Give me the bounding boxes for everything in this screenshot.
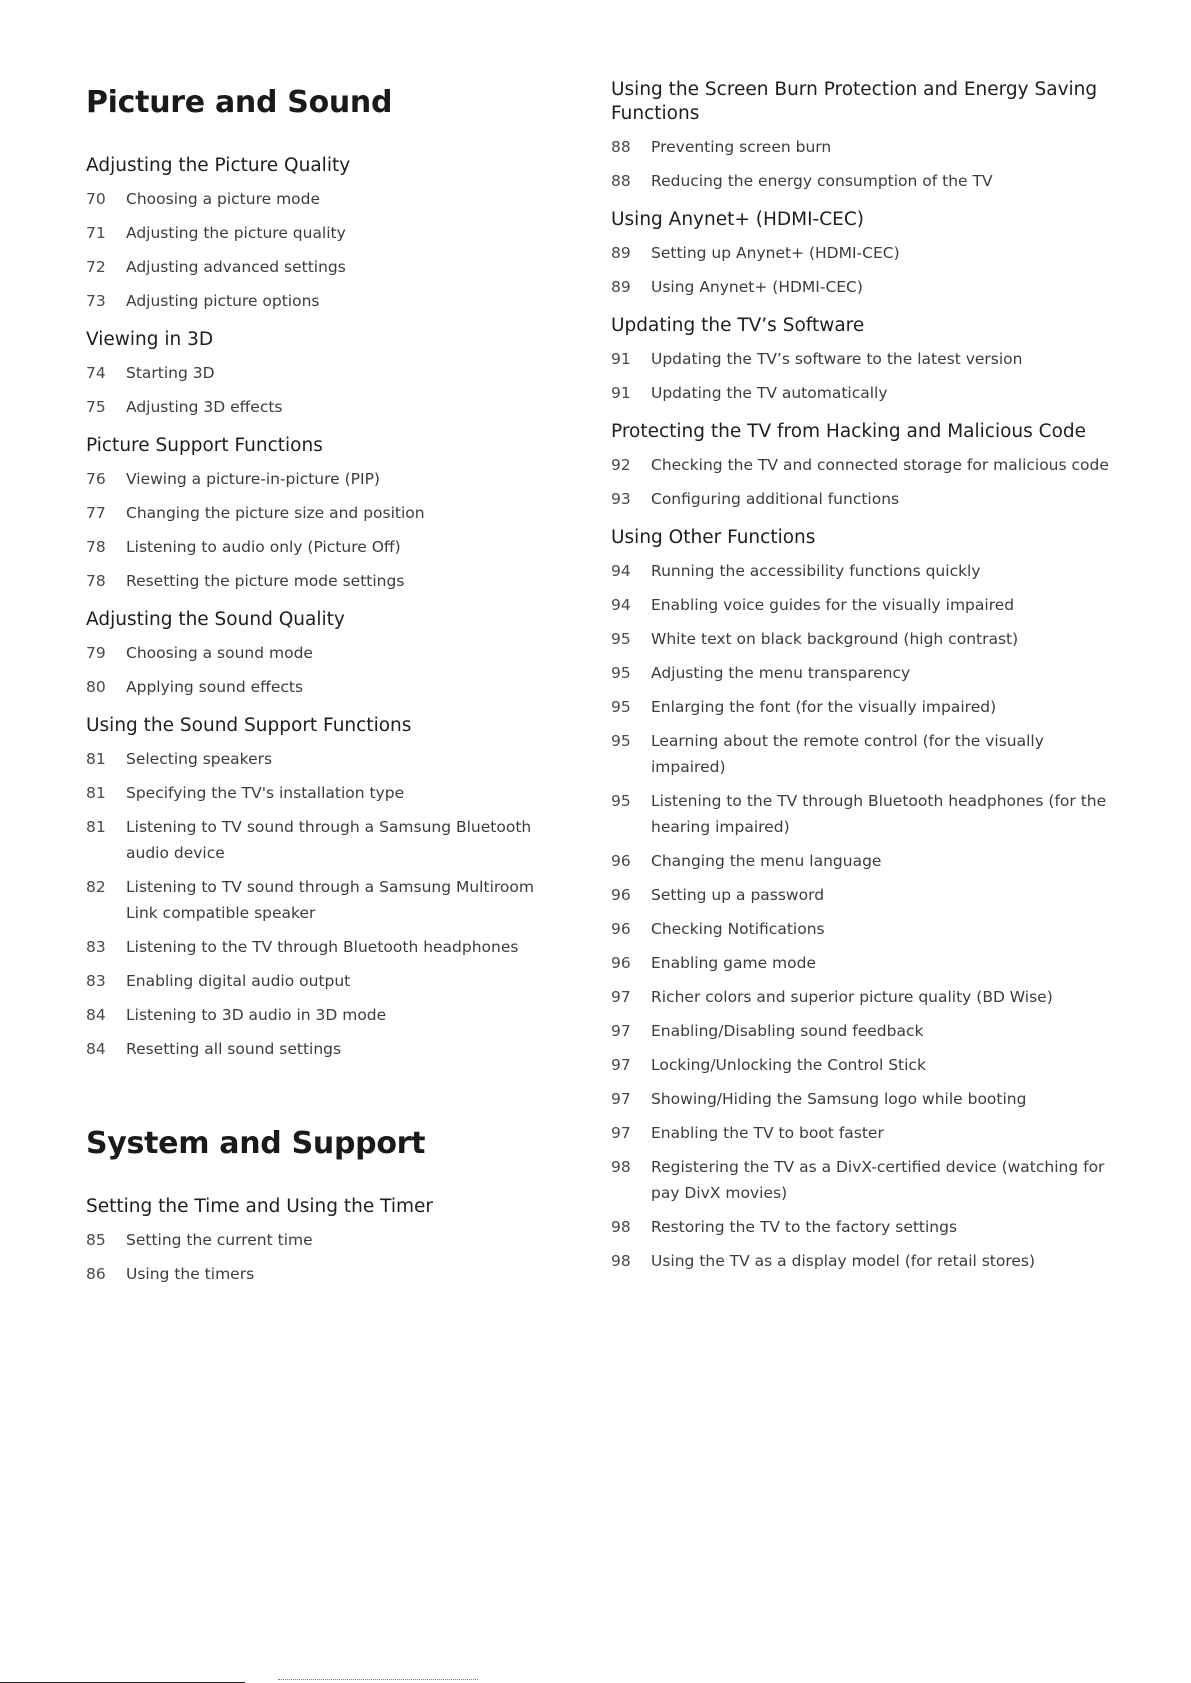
entry-text: Listening to TV sound through a Samsung Multiroom Link compatible speaker — [126, 878, 534, 922]
page-number: 70 — [86, 190, 106, 208]
toc-entry[interactable] — [611, 660, 1111, 686]
entry-text: Restoring the TV to the factory settings — [651, 1218, 958, 1236]
toc-entry[interactable] — [611, 486, 1111, 512]
toc-section-protecting-the-tv-from-hacking-and-malicious-code — [611, 420, 1111, 512]
entry-text: Showing/Hiding the Samsung logo while booting — [651, 1090, 1027, 1108]
entry-text: Enabling digital audio output — [126, 972, 351, 990]
toc-entry[interactable] — [86, 534, 566, 560]
toc-entry[interactable] — [611, 882, 1111, 908]
page-number: 86 — [86, 1265, 106, 1283]
page-number: 91 — [611, 350, 631, 368]
page-number: 88 — [611, 172, 631, 190]
entry-text: Resetting the picture mode settings — [126, 572, 405, 590]
toc-entry[interactable] — [611, 788, 1111, 840]
toc-entry[interactable] — [86, 780, 566, 806]
page-number: 95 — [611, 792, 631, 810]
toc-entry[interactable] — [86, 1036, 566, 1062]
page-number: 75 — [86, 398, 106, 416]
entry-text: Updating the TV’s software to the latest version — [651, 350, 1023, 368]
toc-entry[interactable] — [611, 380, 1111, 406]
page-number: 96 — [611, 852, 631, 870]
toc-entry[interactable] — [86, 500, 566, 526]
page-number: 97 — [611, 1056, 631, 1074]
page-number: 89 — [611, 278, 631, 296]
toc-entry[interactable] — [611, 1154, 1111, 1206]
toc-section-adjusting-the-picture-quality — [86, 154, 566, 314]
toc-section-using-other-functions — [611, 526, 1111, 1274]
page-number: 95 — [611, 732, 631, 750]
entry-text: Listening to 3D audio in 3D mode — [126, 1006, 387, 1024]
section-title: Setting the Time and Using the Timer — [86, 1196, 433, 1217]
section-title: Protecting the TV from Hacking and Malicious Code — [611, 421, 1087, 442]
page-number: 98 — [611, 1218, 631, 1236]
section-title: Using Anynet+ (HDMI-CEC) — [611, 209, 864, 230]
toc-entry[interactable] — [86, 674, 566, 700]
entry-text: Changing the picture size and position — [126, 504, 425, 522]
footer-scan-artifact — [278, 1679, 478, 1682]
toc-entry[interactable] — [86, 466, 566, 492]
toc-entry[interactable] — [611, 1214, 1111, 1240]
entry-text: Reducing the energy consumption of the TV — [651, 172, 993, 190]
entry-text: Adjusting the menu transparency — [651, 664, 911, 682]
toc-entry[interactable] — [611, 452, 1111, 478]
toc-entry[interactable] — [611, 728, 1111, 780]
page-number: 81 — [86, 818, 106, 836]
toc-entry[interactable] — [611, 1018, 1111, 1044]
page-number: 82 — [86, 878, 106, 896]
page-number: 95 — [611, 630, 631, 648]
toc-section-using-the-screen-burn-protection-and-energy-saving-functions — [611, 78, 1111, 194]
toc-entry[interactable] — [86, 288, 566, 314]
entry-text: Listening to audio only (Picture Off) — [126, 538, 401, 556]
toc-entry[interactable] — [611, 916, 1111, 942]
entry-text: Preventing screen burn — [651, 138, 832, 156]
toc-entry[interactable] — [86, 568, 566, 594]
entry-text: Setting the current time — [126, 1231, 313, 1249]
toc-entry[interactable] — [86, 968, 566, 994]
toc-section-updating-the-tv-s-software — [611, 314, 1111, 406]
page-number: 97 — [611, 988, 631, 1006]
page-number: 85 — [86, 1231, 106, 1249]
entry-text: Enabling the TV to boot faster — [651, 1124, 884, 1142]
toc-entry[interactable] — [86, 814, 566, 866]
toc-entry[interactable] — [86, 1002, 566, 1028]
page-number: 93 — [611, 490, 631, 508]
toc-right-column — [611, 0, 1111, 1282]
page-number: 95 — [611, 698, 631, 716]
entry-text: Listening to the TV through Bluetooth headphones (for the hearing impaired) — [651, 792, 1107, 836]
toc-entry[interactable] — [86, 746, 566, 772]
entry-text: Checking Notifications — [651, 920, 825, 938]
page-number: 96 — [611, 920, 631, 938]
toc-section-viewing-in-3d — [86, 328, 566, 420]
entry-text: Configuring additional functions — [651, 490, 900, 508]
toc-entry[interactable] — [611, 694, 1111, 720]
entry-text: Enlarging the font (for the visually impaired) — [651, 698, 997, 716]
toc-entry[interactable] — [86, 394, 566, 420]
toc-entry[interactable] — [86, 254, 566, 280]
entry-text: Registering the TV as a DivX-certified device (watching for pay DivX movies) — [651, 1158, 1105, 1202]
entry-text: Setting up Anynet+ (HDMI-CEC) — [651, 244, 900, 262]
entry-text: Running the accessibility functions quickly — [651, 562, 981, 580]
page-number: 94 — [611, 562, 631, 580]
toc-entry[interactable] — [611, 1052, 1111, 1078]
toc-entry[interactable] — [611, 592, 1111, 618]
entry-text: White text on black background (high contrast) — [651, 630, 1019, 648]
entry-text: Choosing a sound mode — [126, 644, 313, 662]
toc-entry[interactable] — [86, 186, 566, 212]
page-number: 73 — [86, 292, 106, 310]
chapter-spacer — [86, 1070, 566, 1119]
toc-entry[interactable] — [611, 984, 1111, 1010]
toc-entry[interactable] — [611, 134, 1111, 160]
section-title: Using the Sound Support Functions — [86, 715, 412, 736]
toc-entry[interactable] — [86, 874, 566, 926]
page-number: 97 — [611, 1022, 631, 1040]
toc-entry[interactable] — [611, 1086, 1111, 1112]
page-number: 79 — [86, 644, 106, 662]
toc-entry[interactable] — [611, 1248, 1111, 1274]
toc-section-picture-support-functions — [86, 434, 566, 594]
page-number: 74 — [86, 364, 106, 382]
chapter-title: System and Support — [86, 1126, 426, 1161]
entry-text: Resetting all sound settings — [126, 1040, 342, 1058]
entry-text: Specifying the TV's installation type — [126, 784, 405, 802]
toc-entry[interactable] — [611, 274, 1111, 300]
toc-entry[interactable] — [611, 1120, 1111, 1146]
page-number: 88 — [611, 138, 631, 156]
entry-text: Using the TV as a display model (for retail stores) — [651, 1252, 1036, 1270]
section-title: Using Other Functions — [611, 527, 816, 548]
entry-text: Listening to TV sound through a Samsung Bluetooth audio device — [126, 818, 532, 862]
entry-text: Adjusting 3D effects — [126, 398, 283, 416]
entry-text: Starting 3D — [126, 364, 215, 382]
page-number: 83 — [86, 938, 106, 956]
entry-text: Updating the TV automatically — [651, 384, 888, 402]
entry-text: Selecting speakers — [126, 750, 273, 768]
entry-text: Enabling game mode — [651, 954, 817, 972]
page-number: 96 — [611, 886, 631, 904]
toc-entry[interactable] — [611, 848, 1111, 874]
chapter-title: Picture and Sound — [86, 85, 393, 120]
entry-text: Listening to the TV through Bluetooth headphones — [126, 938, 519, 956]
section-title: Adjusting the Sound Quality — [86, 609, 345, 630]
page-number: 97 — [611, 1090, 631, 1108]
toc-section-using-the-sound-support-functions — [86, 714, 566, 1062]
toc-entry[interactable] — [86, 1227, 566, 1253]
page-number: 98 — [611, 1252, 631, 1270]
section-title: Viewing in 3D — [86, 329, 214, 350]
toc-entry[interactable] — [86, 934, 566, 960]
entry-text: Locking/Unlocking the Control Stick — [651, 1056, 926, 1074]
page-number: 80 — [86, 678, 106, 696]
toc-entry[interactable] — [86, 360, 566, 386]
page-number: 89 — [611, 244, 631, 262]
page-number: 77 — [86, 504, 106, 522]
section-title: Picture Support Functions — [86, 435, 323, 456]
page-number: 71 — [86, 224, 106, 242]
page-number: 78 — [86, 572, 106, 590]
entry-text: Enabling/Disabling sound feedback — [651, 1022, 924, 1040]
page-number: 94 — [611, 596, 631, 614]
toc-entry[interactable] — [611, 240, 1111, 266]
toc-entry[interactable] — [611, 626, 1111, 652]
toc-left-column — [86, 0, 566, 1295]
toc-entry[interactable] — [611, 950, 1111, 976]
page-number: 84 — [86, 1006, 106, 1024]
page-number: 81 — [86, 784, 106, 802]
section-title: Using the Screen Burn Protection and Energy Saving Functions — [611, 79, 1098, 124]
entry-text: Choosing a picture mode — [126, 190, 321, 208]
entry-text: Adjusting the picture quality — [126, 224, 346, 242]
toc-section-setting-the-time-and-using-the-timer — [86, 1195, 566, 1287]
entry-text: Using the timers — [126, 1265, 255, 1283]
page-number: 84 — [86, 1040, 106, 1058]
entry-text: Richer colors and superior picture quality (BD Wise) — [651, 988, 1053, 1006]
page-number: 76 — [86, 470, 106, 488]
entry-text: Learning about the remote control (for the visually impaired) — [651, 732, 1044, 776]
entry-text: Applying sound effects — [126, 678, 304, 696]
toc-entry[interactable] — [611, 346, 1111, 372]
page-number: 98 — [611, 1158, 631, 1176]
entry-text: Changing the menu language — [651, 852, 882, 870]
toc-section-adjusting-the-sound-quality — [86, 608, 566, 700]
entry-text: Using Anynet+ (HDMI-CEC) — [651, 278, 863, 296]
toc-entry[interactable] — [611, 168, 1111, 194]
toc-entry[interactable] — [86, 1261, 566, 1287]
toc-section-using-anynet-hdmi-cec — [611, 208, 1111, 300]
page-number: 96 — [611, 954, 631, 972]
page-number: 81 — [86, 750, 106, 768]
page-number: 91 — [611, 384, 631, 402]
toc-entry[interactable] — [86, 640, 566, 666]
section-title: Updating the TV’s Software — [611, 315, 865, 336]
toc-entry[interactable] — [86, 220, 566, 246]
toc-entry[interactable] — [611, 558, 1111, 584]
section-title: Adjusting the Picture Quality — [86, 155, 351, 176]
page-number: 97 — [611, 1124, 631, 1142]
page-number: 78 — [86, 538, 106, 556]
entry-text: Enabling voice guides for the visually impaired — [651, 596, 1015, 614]
entry-text: Adjusting picture options — [126, 292, 320, 310]
entry-text: Checking the TV and connected storage for malicious code — [651, 456, 1109, 474]
page-number: 95 — [611, 664, 631, 682]
page-number: 83 — [86, 972, 106, 990]
entry-text: Viewing a picture-in-picture (PIP) — [126, 470, 380, 488]
page-number: 92 — [611, 456, 631, 474]
entry-text: Setting up a password — [651, 886, 825, 904]
entry-text: Adjusting advanced settings — [126, 258, 346, 276]
page-number: 72 — [86, 258, 106, 276]
